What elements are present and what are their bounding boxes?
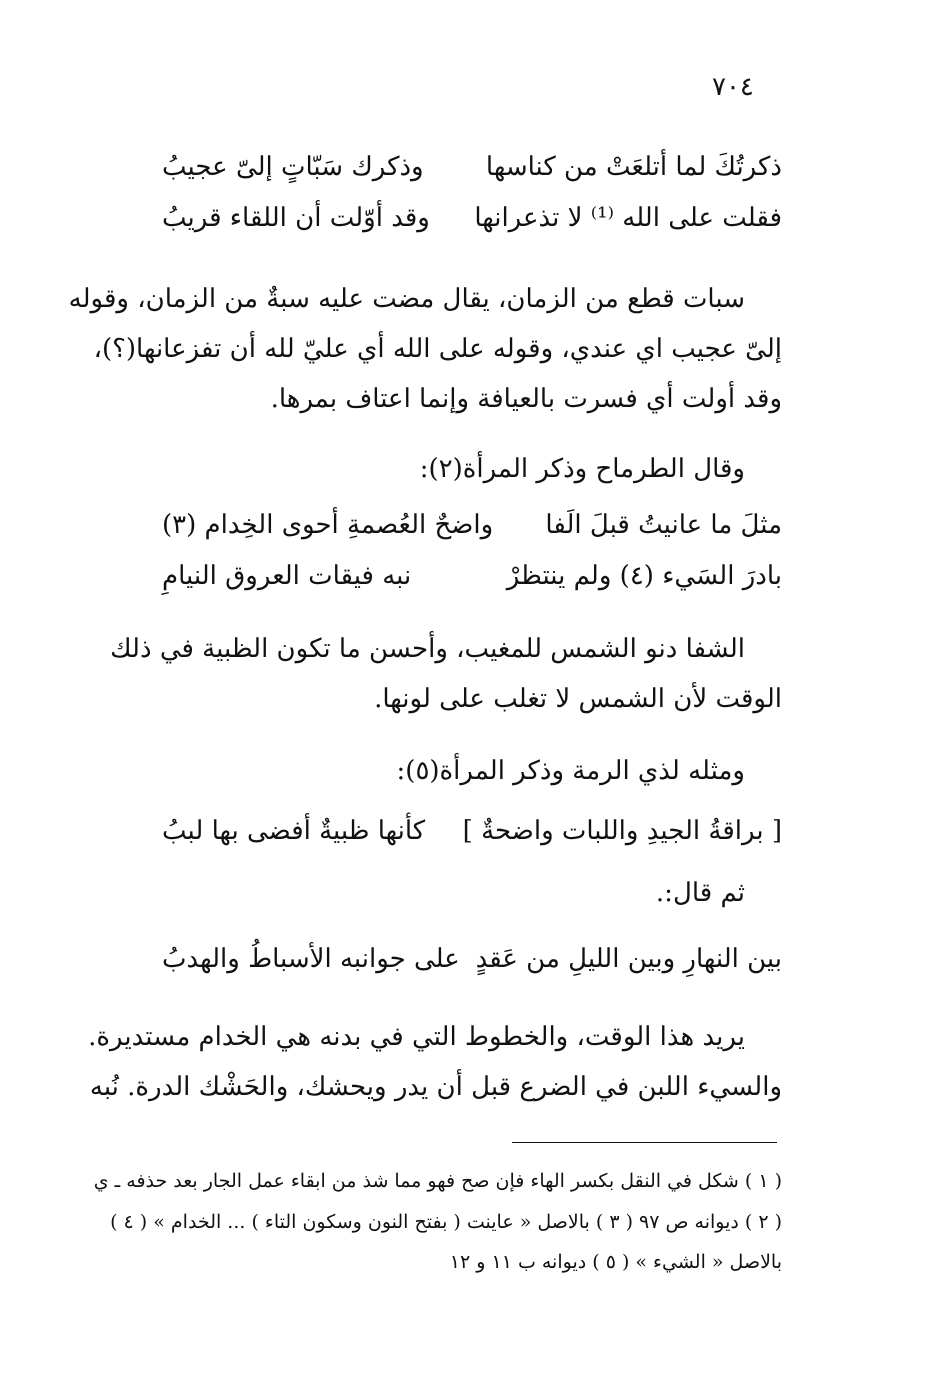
footnote-line: ( ١ ) شكل في النقل بكسر الهاء فإن صح فهو مما شذ من ابقاء عمل الجار بعد حذفه ـ ي [93, 1170, 782, 1192]
verse-hemistich: على جوانبه الأسباطُ والهدبُ [162, 944, 460, 974]
paragraph-line: سبات قطع من الزمان، يقال مضت عليه سبةٌ من الزمان، وقوله [68, 284, 745, 314]
verse-hemistich: فقلت على الله ⁽¹⁾ لا تذعرانها [474, 203, 782, 233]
footnote-line: ( ٢ ) ديوانه ص ٩٧ ( ٣ ) بالاصل « عاينت ( بفتح النون وسكون التاء ) ... الخدام » ( ٤ ) [110, 1211, 782, 1233]
paragraph-line: وقد أولت أي فسرت بالعيافة وإنما اعتاف بمرها. [270, 384, 782, 414]
page-number: ٧٠٤ [712, 72, 754, 102]
verse-intro: وقال الطرماح وذكر المرأة(٢): [419, 454, 745, 484]
footnote-line: بالاصل « الشيء » ( ٥ ) ديوانه ب ١١ و ١٢ [449, 1251, 782, 1273]
verse-hemistich: بادرَ السَيء (٤) ولم ينتظرْ [506, 561, 782, 591]
verse-hemistich: نبه فيقات العروق النيامِ [162, 561, 412, 591]
verse-hemistich: ذكرتُكَ لما أتلعَتْ من كناسها [485, 152, 782, 182]
verse-hemistich: مثلَ ما عانيتُ قبلَ الَفا [545, 510, 782, 540]
verse-intro: ومثله لذي الرمة وذكر المرأة(٥): [396, 756, 745, 786]
paragraph-line: الوقت لأن الشمس لا تغلب على لونها. [374, 684, 782, 714]
verse-hemistich: وذكرك سَبّاتٍ إلىّ عجيبُ [162, 152, 424, 182]
paragraph-line: يريد هذا الوقت، والخطوط التي في بدنه هي الخدام مستديرة. [88, 1022, 745, 1052]
verse-hemistich: كأنها ظبيةٌ أفضى بها لببُ [162, 816, 426, 846]
paragraph-line: إلىّ عجيب اي عندي، وقوله على الله أي عليّ لله أن تفزعانها(؟)، [93, 334, 782, 364]
verse-hemistich: وقد أوّلت أن اللقاء قريبُ [162, 203, 430, 233]
paragraph-line: والسيء اللبن في الضرع قبل أن يدر ويحشك، والحَشْك الدرة. نُبه [89, 1072, 782, 1102]
verse-hemistich: واضحٌ العُصمةِ أحوى الخِدام (٣) [162, 510, 494, 540]
footnote-separator [512, 1142, 777, 1143]
verse-intro: ثم قال:. [655, 878, 745, 908]
paragraph-line: الشفا دنو الشمس للمغيب، وأحسن ما تكون الظبية في ذلك [110, 634, 745, 664]
verse-hemistich: [ براقةُ الجيدِ واللبات واضحةٌ ] [462, 816, 782, 846]
verse-hemistich: بين النهارِ وبين الليلِ من عَقدٍ [475, 944, 782, 974]
